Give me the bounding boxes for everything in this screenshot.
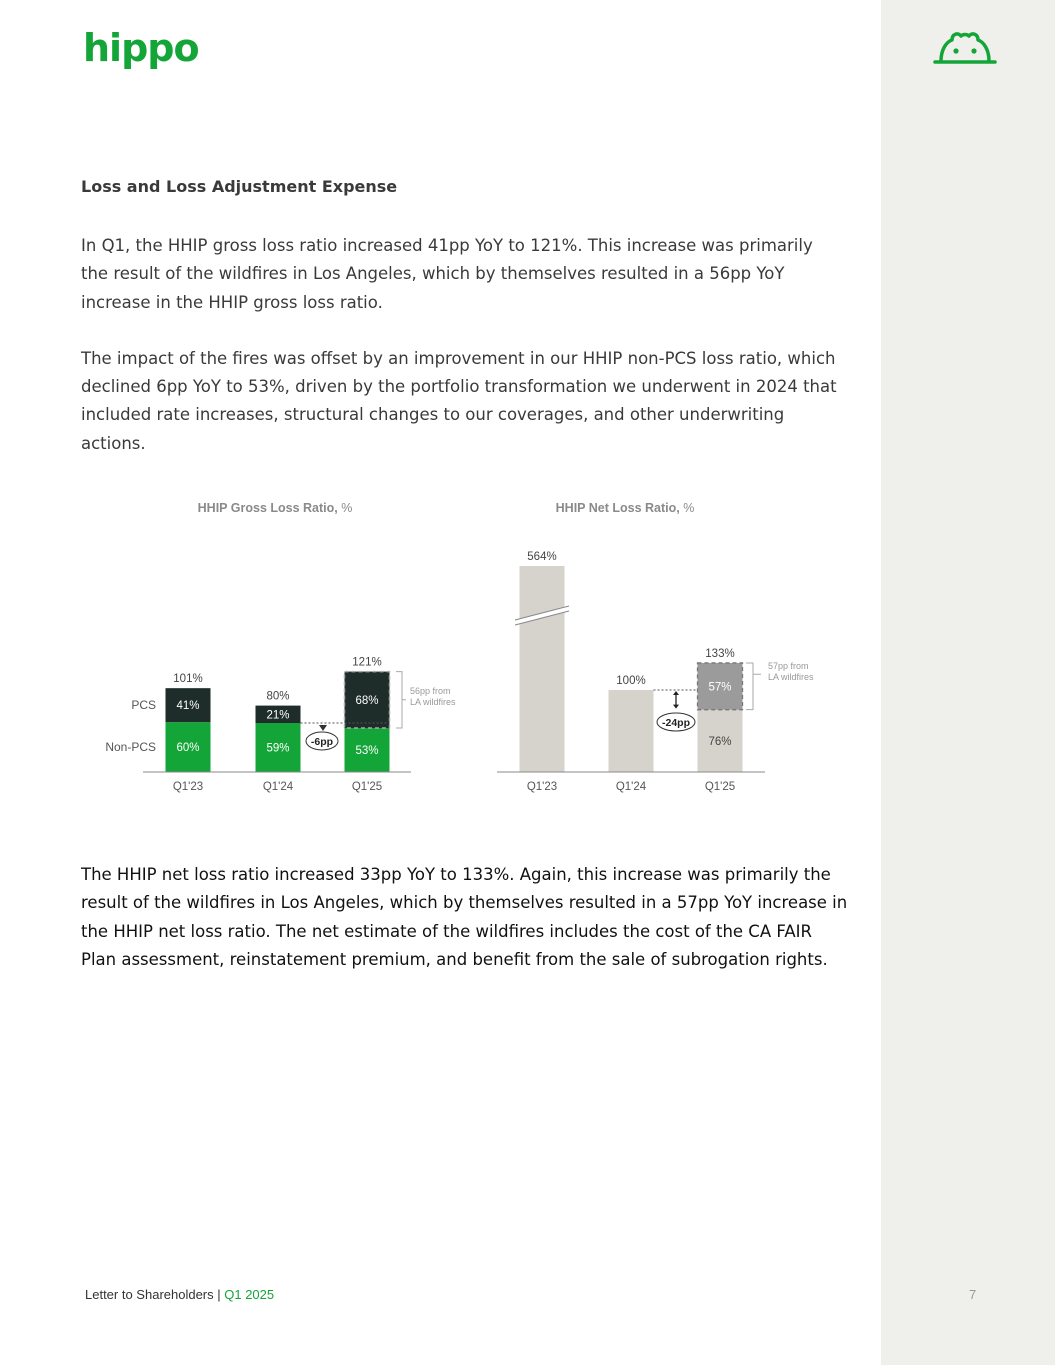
wildfire-bracket <box>396 672 406 728</box>
net-chart-title-unit: % <box>683 501 695 515</box>
wildfire-note-line1: 57pp from <box>768 661 809 671</box>
x-tick-label: Q1'24 <box>262 781 294 793</box>
paragraph-net-loss: The HHIP net loss ratio increased 33pp YoY to 133%. Again, this increase was primarily the result of the wildfires in Los Angeles, which by themselves resulted in a 57pp YoY increase in the HHIP net loss ratio. The net estimate of the wildfires includes the cost of the CA FAIR Plan assessment, reinstatement premium, and benefit from the sale of subrogation rights. <box>81 865 848 969</box>
bar-total-label: 564% <box>527 551 557 563</box>
x-tick-label: Q1'24 <box>615 781 647 793</box>
right-margin-panel <box>881 0 1055 1365</box>
bar-total-label: 80% <box>266 690 290 703</box>
net-chart-title-main: HHIP Net Loss Ratio, <box>555 501 684 515</box>
bar-net-base-label: 76% <box>708 735 732 748</box>
bar-pcs-label: 68% <box>355 694 379 707</box>
gross-chart-title-unit: % <box>341 501 353 515</box>
legend-non-pcs: Non-PCS <box>105 740 156 754</box>
bar-net-wildfire-label: 57% <box>708 681 732 694</box>
net-chart-title <box>556 501 695 515</box>
change-arrow-icon <box>319 725 327 731</box>
legend-pcs: PCS <box>131 698 156 712</box>
paragraph-gross-loss: In Q1, the HHIP gross loss ratio increased 41pp YoY to 121%. This increase was primarily the result of the wildfires in Los Angeles, which by themselves resulted in a 56pp YoY increase in the HHIP gross loss ratio. <box>81 236 813 312</box>
bar-non-pcs-label: 59% <box>266 742 290 755</box>
bar-pcs-label: 21% <box>266 709 290 722</box>
bar-non-pcs-label: 60% <box>176 742 200 755</box>
paragraph-non-pcs: The impact of the fires was offset by an improvement in our HHIP non-PCS loss ratio, which declined 6pp YoY to 53%, driven by the portfolio transformation we underwent in 2024 that included rate increases, structural changes to our coverages, and other underwriting actions. <box>81 348 837 453</box>
bar-total-label: 133% <box>705 647 735 660</box>
footer-period: Q1 2025 <box>224 1287 275 1302</box>
bar-pcs-label: 41% <box>176 700 200 713</box>
change-badge-label: -24pp <box>661 717 691 729</box>
x-tick-label: Q1'25 <box>704 781 736 793</box>
wildfire-note-line2: LA wildfires <box>410 697 456 707</box>
bar-non-pcs-label: 53% <box>355 745 379 758</box>
bar-net-base <box>609 690 654 772</box>
hippo-logo: hippo <box>83 26 199 70</box>
gross-loss-ratio-chart <box>105 501 456 793</box>
page-number: 7 <box>969 1287 977 1302</box>
bar-net-base <box>520 566 565 772</box>
net-loss-ratio-chart <box>497 501 814 793</box>
loss-ratio-charts <box>0 480 880 810</box>
section-body <box>81 172 841 486</box>
wildfire-bracket <box>746 663 761 710</box>
section-heading: Loss and Loss Adjustment Expense <box>81 177 398 196</box>
footer <box>85 1287 274 1302</box>
hippo-mascot-icon <box>932 28 998 66</box>
bar-total-label: 100% <box>616 675 646 687</box>
bar-total-label: 101% <box>173 673 203 686</box>
bar-total-label: 121% <box>352 656 382 669</box>
wildfire-note-line2: LA wildfires <box>768 672 814 682</box>
gross-chart-title <box>198 501 353 515</box>
gross-chart-title-main: HHIP Gross Loss Ratio, <box>197 501 342 515</box>
footer-label: Letter to Shareholders | <box>85 1287 221 1302</box>
x-tick-label: Q1'23 <box>172 781 204 793</box>
x-tick-label: Q1'25 <box>351 781 383 793</box>
change-badge-label: -6pp <box>310 736 334 748</box>
x-tick-label: Q1'23 <box>526 781 558 793</box>
wildfire-note-line1: 56pp from <box>410 686 451 696</box>
